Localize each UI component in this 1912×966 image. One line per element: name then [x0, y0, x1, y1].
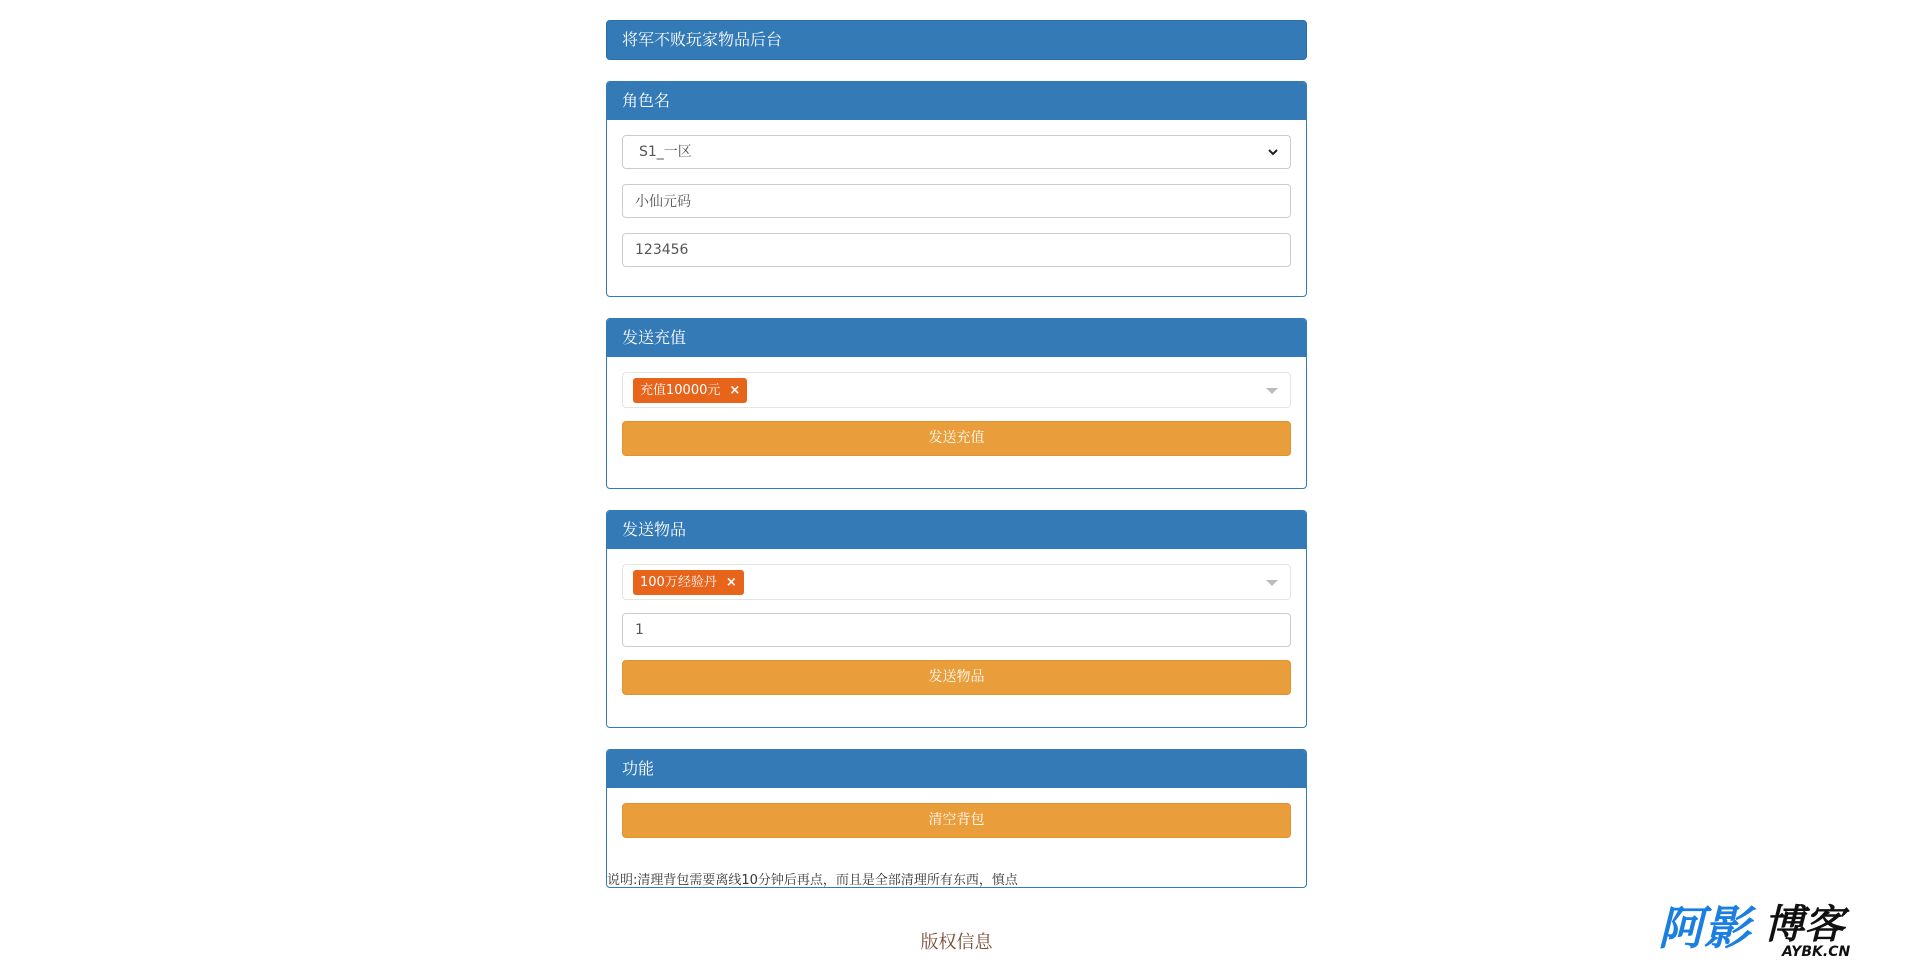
chevron-down-icon: [1266, 145, 1280, 159]
function-panel: [606, 749, 1307, 888]
close-icon[interactable]: ×: [725, 575, 737, 590]
server-select-value: S1_一区: [639, 144, 692, 160]
item-tag-label: 100万经验丹: [640, 575, 717, 590]
aybk-logo: [1656, 900, 1896, 960]
recharge-multiselect[interactable]: [622, 372, 1291, 408]
recharge-panel-body: [607, 357, 1306, 456]
password-input[interactable]: [622, 233, 1291, 267]
item-panel-heading: 发送物品: [607, 511, 1306, 549]
close-icon[interactable]: ×: [729, 383, 741, 398]
role-panel-body: [607, 120, 1306, 267]
role-panel: [606, 81, 1307, 297]
svg-text:AYBK.CN: AYBK.CN: [1782, 944, 1851, 960]
admin-container: [606, 20, 1307, 888]
item-tag: [633, 570, 744, 595]
server-select[interactable]: [622, 135, 1291, 169]
svg-text:博客: 博客: [1764, 902, 1844, 948]
clear-bag-button[interactable]: 清空背包: [622, 803, 1291, 838]
copyright-footer[interactable]: 版权信息: [920, 932, 993, 953]
item-multiselect[interactable]: [622, 564, 1291, 600]
quantity-input[interactable]: [622, 613, 1291, 647]
page-title: 将军不败玩家物品后台: [606, 20, 1307, 60]
recharge-tag-label: 充值10000元: [640, 383, 721, 398]
clear-bag-note: 说明:清理背包需要离线10分钟后再点，而且是全部清理所有东西，慎点: [607, 873, 1018, 888]
svg-text:阿影: 阿影: [1658, 901, 1750, 955]
recharge-panel-heading: 发送充值: [607, 319, 1306, 357]
recharge-panel: [606, 318, 1307, 489]
caret-down-icon[interactable]: [1266, 388, 1278, 394]
function-panel-heading: 功能: [607, 750, 1306, 788]
recharge-tag: [633, 378, 747, 403]
item-panel: [606, 510, 1307, 728]
caret-down-icon[interactable]: [1266, 580, 1278, 586]
send-item-button[interactable]: 发送物品: [622, 660, 1291, 695]
item-panel-body: [607, 549, 1306, 695]
function-panel-body: [607, 788, 1306, 888]
role-name-input[interactable]: [622, 184, 1291, 218]
send-recharge-button[interactable]: 发送充值: [622, 421, 1291, 456]
role-panel-heading: 角色名: [607, 82, 1306, 120]
